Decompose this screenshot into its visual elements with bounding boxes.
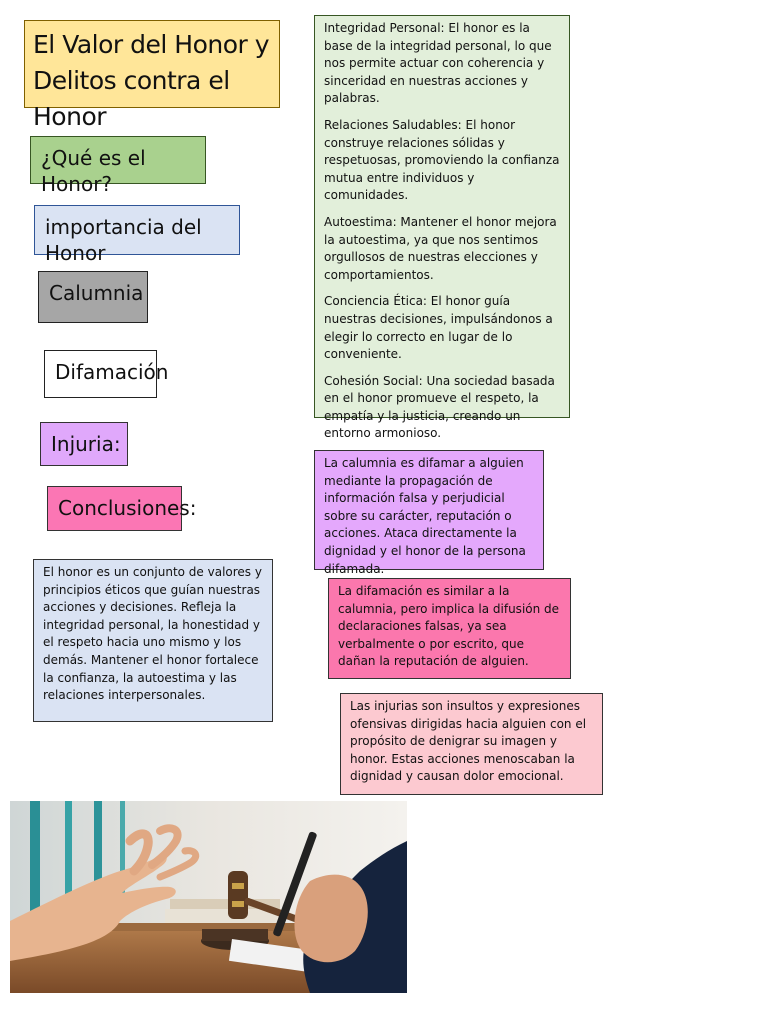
importancia-item: Integridad Personal: El honor es la base de la integridad personal, lo que nos permite actuar con coherencia y sinceridad en nuestras acciones y palabras.: [324, 21, 552, 106]
page-title: El Valor del Honor y Delitos contra el Honor: [24, 20, 280, 108]
label-injuria: Injuria:: [40, 422, 128, 466]
label-conclusiones: Conclusiones:: [47, 486, 182, 531]
calumnia-text-box: La calumnia es difamar a alguien mediante la propagación de información falsa y perjudicial sobre su carácter, reputación o acciones. Ataca directamente la dignidad y el honor de la persona difamada.: [314, 450, 544, 570]
importancia-item: Conciencia Ética: El honor guía nuestras decisiones, impulsándonos a elegir lo correcto en lugar de lo conveniente.: [324, 294, 553, 362]
difamacion-text-box: La difamación es similar a la calumnia, pero implica la difusión de declaraciones falsas, ya sea verbalmente o por escrito, que dañan la reputación de alguien.: [328, 578, 571, 679]
importancia-item: Cohesión Social: Una sociedad basada en el honor promueve el respeto, la empatía y la justicia, creando un entorno armonioso.: [324, 373, 555, 441]
injuria-text-box: Las injurias son insultos y expresiones ofensivas dirigidas hacia alguien con el propósito de denigrar su imagen y honor. Estas acciones menoscaban la dignidad y causan dolor emocional.: [340, 693, 603, 795]
label-que-es-honor: ¿Qué es el Honor?: [30, 136, 206, 184]
label-calumnia: Calumnia: [38, 271, 148, 323]
gavel-hands-photo: [10, 801, 407, 993]
label-importancia-honor: importancia del Honor: [34, 205, 240, 255]
honor-definition-text-box: El honor es un conjunto de valores y principios éticos que guían nuestras acciones y decisiones. Refleja la integridad personal, la honestidad y el respeto hacia uno mismo y los demás. Mantener el honor fortalece la confianza, la autoestima y las relaciones interpersonales.: [33, 559, 273, 722]
importancia-item: Relaciones Saludables: El honor construye relaciones sólidas y respetuosas, promoviendo la confianza mutua entre individuos y comunidades.: [324, 117, 560, 203]
importancia-item: Autoestima: Mantener el honor mejora la autoestima, ya que nos sentimos orgullosos de nuestras elecciones y comportamientos.: [324, 214, 557, 282]
importancia-text-box: [314, 15, 570, 441]
label-difamacion: Difamación: [44, 350, 157, 398]
